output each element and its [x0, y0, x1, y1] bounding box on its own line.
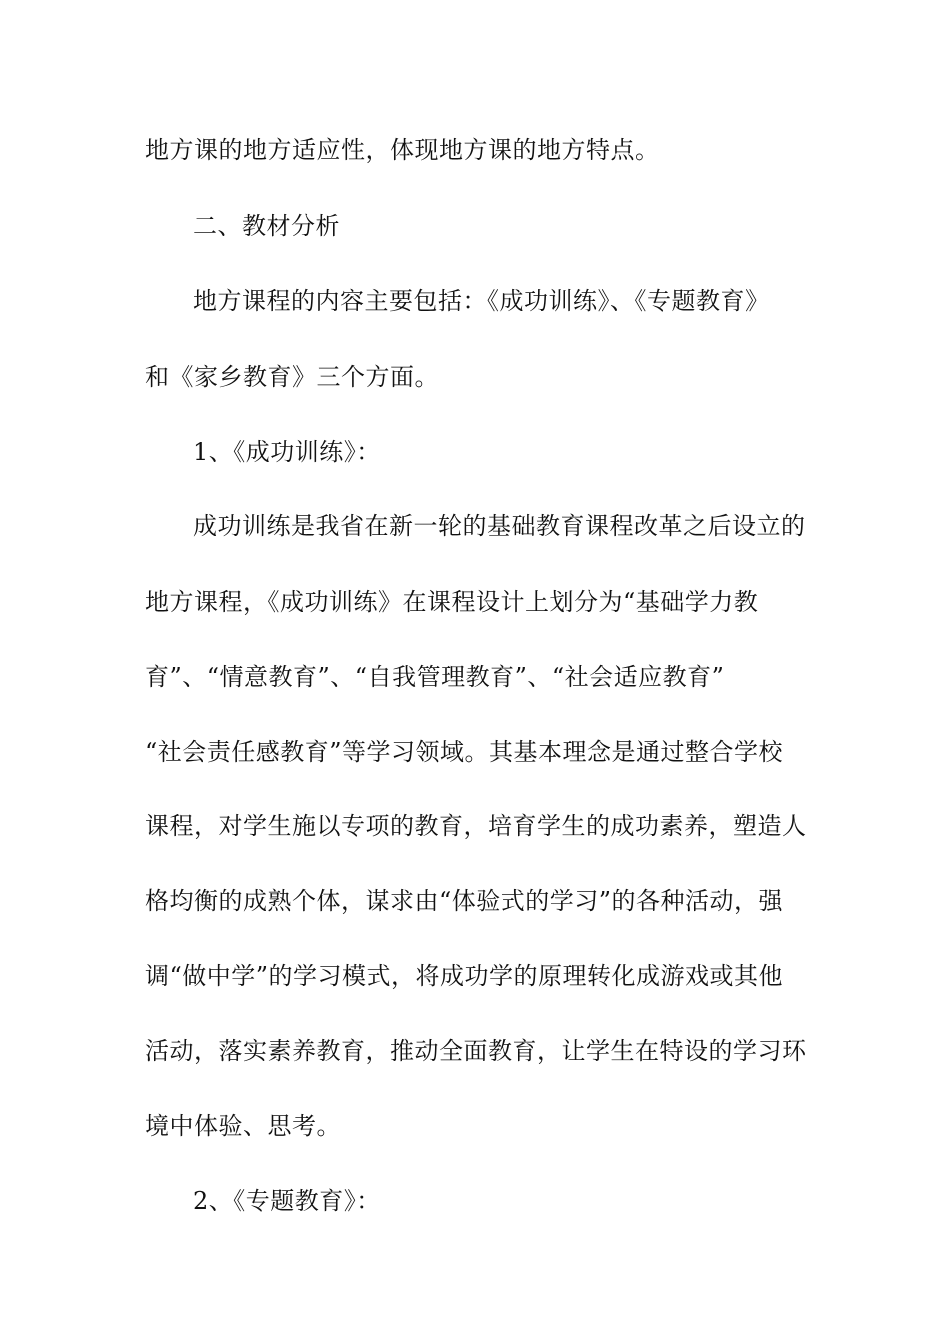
section-heading: 二、教材分析	[193, 212, 340, 240]
paragraph-line: 地方课的地方适应性，体现地方课的地方特点。	[145, 136, 660, 164]
paragraph-line: 和《家乡教育》三个方面。	[145, 363, 439, 391]
paragraph-line: 活动，落实素养教育，推动全面教育，让学生在特设的学习环	[145, 1037, 807, 1065]
paragraph-line: 境中体验、思考。	[145, 1112, 341, 1140]
paragraph-line: “社会责任感教育”等学习领域。其基本理念是通过整合学校	[145, 738, 784, 766]
paragraph-line: 成功训练是我省在新一轮的基础教育课程改革之后设立的	[193, 512, 806, 540]
subsection-heading: 1、《成功训练》：	[193, 438, 381, 466]
paragraph-line: 育”、“情意教育”、“自我管理教育”、“社会适应教育”	[145, 663, 725, 691]
paragraph-line: 地方课程的内容主要包括：《成功训练》、《专题教育》	[193, 287, 770, 315]
paragraph-line: 调“做中学”的学习模式，将成功学的原理转化成游戏或其他	[145, 962, 784, 990]
paragraph-line: 格均衡的成熟个体，谋求由“体验式的学习”的各种活动，强	[145, 887, 784, 915]
paragraph-line: 地方课程，《成功训练》在课程设计上划分为“基础学力教	[145, 588, 759, 616]
paragraph-line: 课程，对学生施以专项的教育，培育学生的成功素养，塑造人	[145, 812, 807, 840]
subsection-heading: 2、《专题教育》：	[193, 1187, 381, 1215]
